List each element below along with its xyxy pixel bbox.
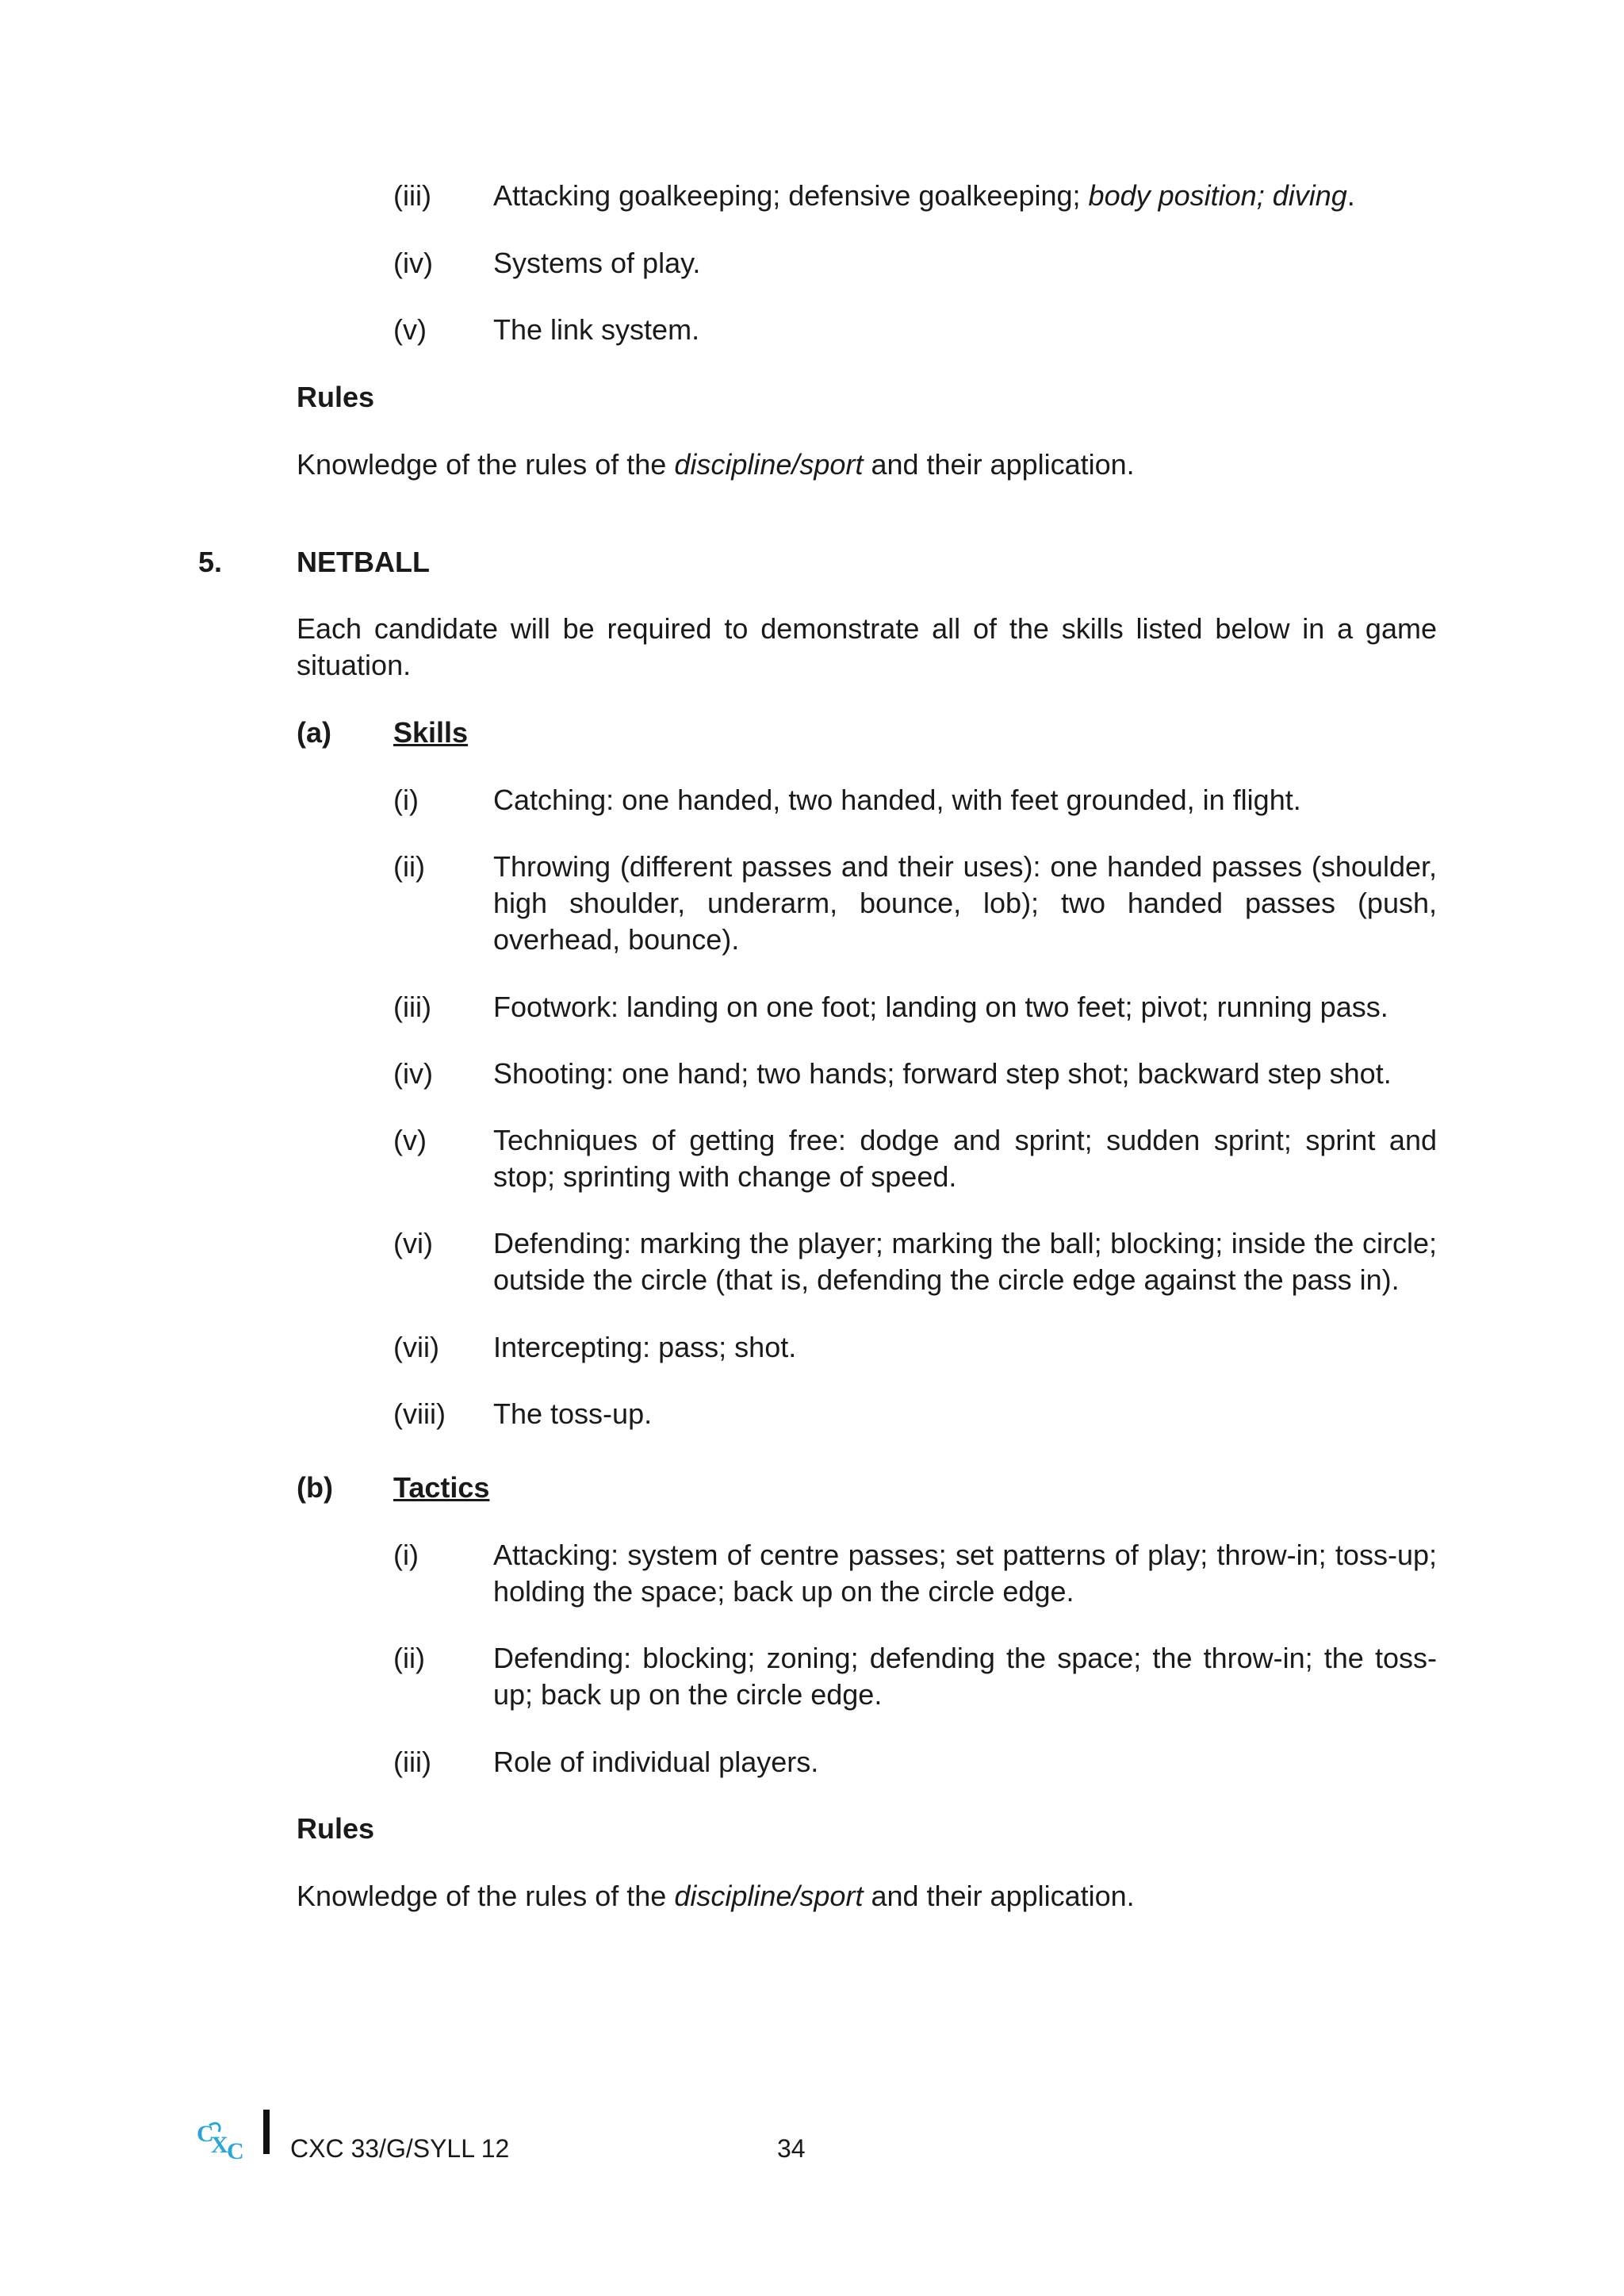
item-number: (i)	[393, 784, 419, 816]
rules-text	[297, 447, 1135, 483]
page-number: 34	[777, 2134, 806, 2163]
rules-text-start: Knowledge of the rules of the	[297, 1880, 675, 1912]
item-text-italic: body position; diving	[1088, 179, 1347, 212]
rules-text-start: Knowledge of the rules of the	[297, 448, 675, 481]
rules-text	[297, 1878, 1135, 1915]
item-number: (iv)	[393, 1057, 433, 1090]
list-item	[493, 178, 1355, 214]
list-item: Catching: one handed, two handed, with feet grounded, in flight.	[493, 784, 1301, 816]
section-intro: Each candidate will be required to demonstrate all of the skills listed below in a game situation.	[297, 612, 1437, 681]
list-item: Intercepting: pass; shot.	[493, 1331, 797, 1363]
item-number: (v)	[393, 313, 427, 346]
list-item: Attacking: system of centre passes; set patterns of play; throw-in; toss-up; holding the space; back up on the circle edge.	[493, 1539, 1437, 1608]
list-item: Shooting: one hand; two hands; forward step shot; backward step shot.	[493, 1057, 1392, 1090]
item-number: (v)	[393, 1124, 427, 1156]
list-item: Systems of play.	[493, 247, 701, 279]
item-number: (vi)	[393, 1227, 433, 1259]
subsection-label: (b)	[297, 1471, 333, 1504]
rules-text-end: and their application.	[863, 448, 1135, 481]
list-item: Defending: blocking; zoning; defending the space; the throw-in; the toss-up; back up on the circle edge.	[493, 1642, 1437, 1711]
logo-letter-c1: C	[197, 2121, 214, 2147]
footer-code: CXC 33/G/SYLL 12	[290, 2134, 510, 2163]
item-number: (i)	[393, 1539, 419, 1571]
item-number: (viii)	[393, 1397, 446, 1430]
item-number: (iii)	[393, 991, 431, 1023]
subsection-heading: Tactics	[393, 1471, 490, 1504]
list-item: Defending: marking the player; marking the ball; blocking; inside the circle; outside the circle (that is, defending the circle edge against the pass in).	[493, 1227, 1437, 1296]
item-number: (ii)	[393, 1642, 425, 1674]
cxc-logo-icon	[195, 2118, 251, 2162]
item-number: (ii)	[393, 850, 425, 883]
list-item: Footwork: landing on one foot; landing on two feet; pivot; running pass.	[493, 991, 1388, 1023]
section-title: NETBALL	[297, 546, 430, 578]
rules-text-italic: discipline/sport	[674, 1880, 864, 1912]
rules-heading: Rules	[297, 1812, 375, 1845]
rules-text-end: and their application.	[863, 1880, 1135, 1912]
list-item: The toss-up.	[493, 1397, 653, 1430]
logo-letter-x: X	[211, 2132, 228, 2158]
subsection-heading: Skills	[393, 716, 469, 749]
logo-letter-c2: C	[227, 2138, 244, 2162]
list-item: Role of individual players.	[493, 1746, 819, 1778]
item-number: (iii)	[393, 1746, 431, 1778]
subsection-label: (a)	[297, 716, 331, 749]
list-item: The link system.	[493, 313, 700, 346]
item-number: (iii)	[393, 179, 431, 212]
rules-text-italic: discipline/sport	[674, 448, 864, 481]
item-number: (vii)	[393, 1331, 439, 1363]
list-item: Techniques of getting free: dodge and sprint; sudden sprint; sprint and stop; sprinting with change of speed.	[493, 1124, 1437, 1193]
section-number: 5.	[198, 546, 223, 578]
item-text: Attacking goalkeeping; defensive goalkeeping;	[493, 179, 1089, 212]
rules-heading: Rules	[297, 381, 375, 413]
item-text-end: .	[1346, 179, 1355, 212]
item-number: (iv)	[393, 247, 433, 279]
list-item: Throwing (different passes and their uses): one handed passes (shoulder, high shoulder, underarm, bounce, lob); two handed passes (push, overhead, bounce).	[493, 850, 1437, 956]
footer-divider	[263, 2110, 270, 2154]
